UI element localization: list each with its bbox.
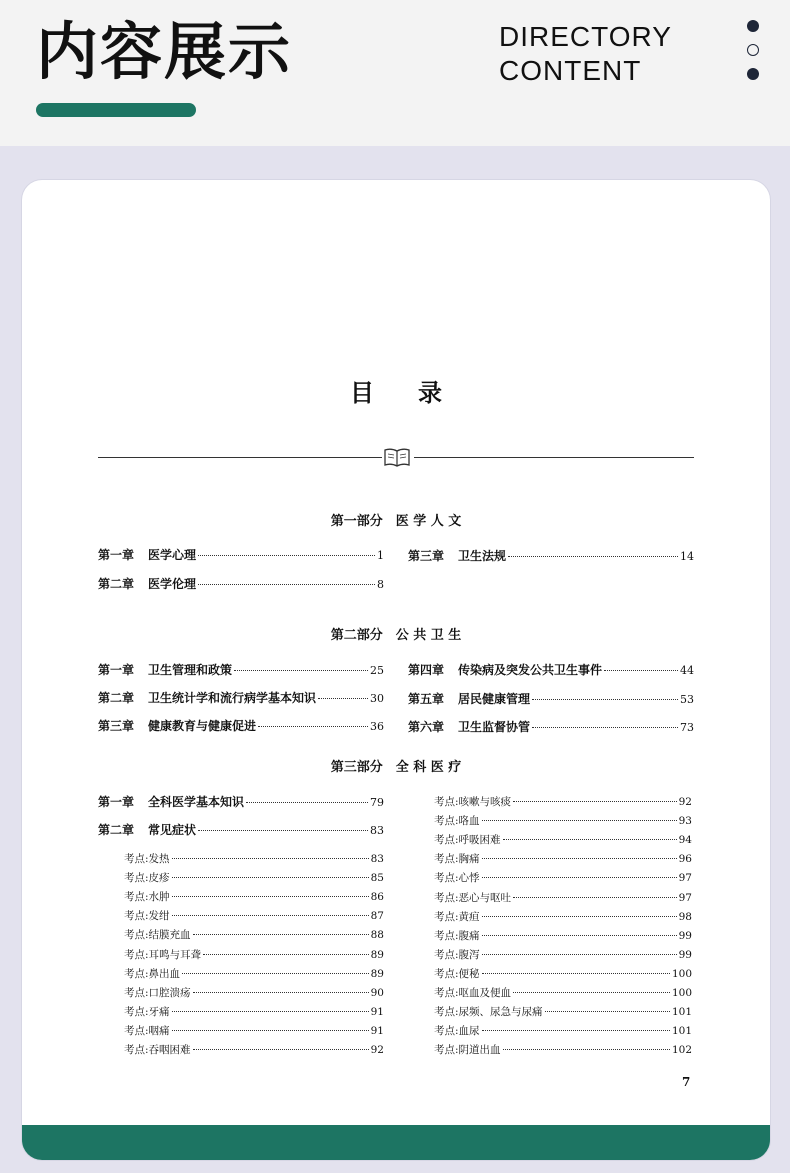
key-point-page: 86 <box>370 891 384 904</box>
toc-entry: 第四章 传染病及突发公共卫生事件 44 <box>408 663 694 677</box>
book-page-card <box>22 180 770 1160</box>
key-point-page: 101 <box>671 1025 692 1038</box>
english-title-line1: DIRECTORY <box>499 21 672 52</box>
key-point-name: 考点:咯血 <box>434 815 480 828</box>
english-title-line2: CONTENT <box>499 55 642 86</box>
key-point-name: 考点:腹泻 <box>434 948 480 961</box>
toc-entry: 第一章 医学心理 1 <box>98 548 384 562</box>
english-title <box>499 20 672 88</box>
toc-entry: 第二章 卫生统计学和流行病学基本知识 30 <box>98 691 384 705</box>
key-point-name: 考点:水肿 <box>124 891 170 904</box>
key-point-page: 85 <box>370 872 384 885</box>
toc-entry: 第六章 卫生监督协管 73 <box>408 720 694 734</box>
key-point-item <box>124 985 384 1000</box>
part2-heading: 第二部分 公 共 卫 生 <box>330 628 462 643</box>
toc-entry: 第三章 健康教育与健康促进 36 <box>98 719 384 733</box>
key-point-item <box>434 985 692 1000</box>
key-point-page: 89 <box>370 967 384 980</box>
pagination-dots <box>747 20 759 92</box>
key-point-item <box>124 1004 384 1019</box>
key-point-name: 考点:吞咽困难 <box>124 1044 191 1056</box>
key-point-name: 考点:心悸 <box>434 872 480 885</box>
key-point-name: 考点:呼吸困难 <box>434 834 501 847</box>
dot-filled-icon <box>747 68 759 80</box>
key-point-page: 92 <box>370 1044 384 1056</box>
part1-heading: 第一部分 医 学 人 文 <box>330 514 462 529</box>
key-point-name: 考点:鼻出血 <box>124 967 181 980</box>
key-point-page: 96 <box>678 853 692 866</box>
key-point-item <box>434 813 692 828</box>
key-point-item <box>124 1042 384 1057</box>
key-point-item <box>124 947 384 962</box>
key-point-page: 102 <box>671 1044 692 1057</box>
key-point-page: 98 <box>678 910 692 923</box>
divider-left <box>98 457 382 458</box>
open-book-icon <box>384 447 410 467</box>
key-point-name: 考点:牙痛 <box>124 1005 170 1018</box>
key-point-page: 94 <box>678 834 692 847</box>
toc-entry: 第五章 居民健康管理 53 <box>408 692 694 706</box>
key-point-item <box>124 1023 384 1038</box>
key-point-page: 100 <box>671 967 692 980</box>
key-point-page: 93 <box>678 815 692 828</box>
key-point-item <box>434 870 692 885</box>
toc-entry: 第二章 医学伦理 8 <box>98 577 384 591</box>
key-point-item <box>124 851 384 866</box>
key-point-name: 考点:咽痛 <box>124 1024 170 1037</box>
toc-entry: 第一章 卫生管理和政策 25 <box>98 663 384 677</box>
key-point-name: 考点:呕血及便血 <box>434 987 512 999</box>
key-point-name: 考点:腹痛 <box>434 929 480 942</box>
key-point-page: 97 <box>678 891 692 904</box>
key-point-name: 考点:血尿 <box>434 1025 480 1038</box>
toc-entry: 第二章 常见症状 83 <box>98 823 384 837</box>
key-point-page: 100 <box>671 987 692 999</box>
key-point-page: 101 <box>671 1006 692 1019</box>
key-point-item <box>124 889 384 904</box>
key-point-page: 91 <box>370 1005 384 1018</box>
key-point-name: 考点:发热 <box>124 853 170 865</box>
key-point-item <box>124 966 384 981</box>
toc-entry: 第一章 全科医学基本知识 79 <box>98 795 384 809</box>
key-point-item <box>124 908 384 923</box>
key-point-page: 88 <box>370 929 384 942</box>
toc-title: 目录 <box>350 379 486 407</box>
key-point-page: 90 <box>370 986 384 999</box>
key-point-page: 99 <box>678 929 692 942</box>
key-point-item <box>434 851 692 866</box>
key-point-item <box>124 927 384 942</box>
key-point-item <box>434 890 692 905</box>
key-point-name: 考点:咳嗽与咳痰 <box>434 796 512 808</box>
dot-hollow-icon <box>747 44 759 56</box>
key-point-name: 考点:便秘 <box>434 967 480 980</box>
key-point-page: 91 <box>370 1024 384 1037</box>
key-point-name: 考点:黄疸 <box>434 910 480 923</box>
key-point-name: 考点:恶心与呕吐 <box>434 891 512 904</box>
key-point-page: 83 <box>370 853 384 865</box>
card-footer-band <box>22 1125 770 1160</box>
key-point-name: 考点:皮疹 <box>124 872 170 885</box>
key-point-item <box>434 1023 692 1038</box>
key-point-name: 考点:尿频、尿急与尿痛 <box>434 1006 543 1019</box>
key-point-item <box>434 794 692 809</box>
page-title: 内容展示 <box>36 15 293 88</box>
header-banner <box>0 0 790 146</box>
key-point-page: 99 <box>678 948 692 961</box>
page-number: 7 <box>682 1075 691 1089</box>
key-point-page: 92 <box>678 796 692 808</box>
key-point-name: 考点:结膜充血 <box>124 929 191 942</box>
key-point-name: 考点:发绀 <box>124 910 170 923</box>
part3-heading: 第三部分 全 科 医 疗 <box>330 760 462 775</box>
dot-filled-icon <box>747 20 759 32</box>
key-point-item <box>124 870 384 885</box>
key-point-item <box>434 928 692 943</box>
key-point-name: 考点:口腔溃疡 <box>124 986 191 999</box>
key-point-item <box>434 909 692 924</box>
key-point-page: 97 <box>678 872 692 885</box>
toc-entry: 第三章 卫生法规 14 <box>408 549 694 563</box>
title-underline-bar <box>36 103 196 117</box>
key-point-item <box>434 1042 692 1057</box>
key-point-name: 考点:胸痛 <box>434 853 480 866</box>
key-point-item <box>434 947 692 962</box>
key-point-name: 考点:阴道出血 <box>434 1044 501 1057</box>
key-point-item <box>434 1004 692 1019</box>
key-point-item <box>434 966 692 981</box>
key-point-name: 考点:耳鸣与耳聋 <box>124 948 202 961</box>
key-point-page: 89 <box>370 948 384 961</box>
key-point-item <box>434 832 692 847</box>
divider-right <box>414 457 694 458</box>
key-point-page: 87 <box>370 910 384 923</box>
